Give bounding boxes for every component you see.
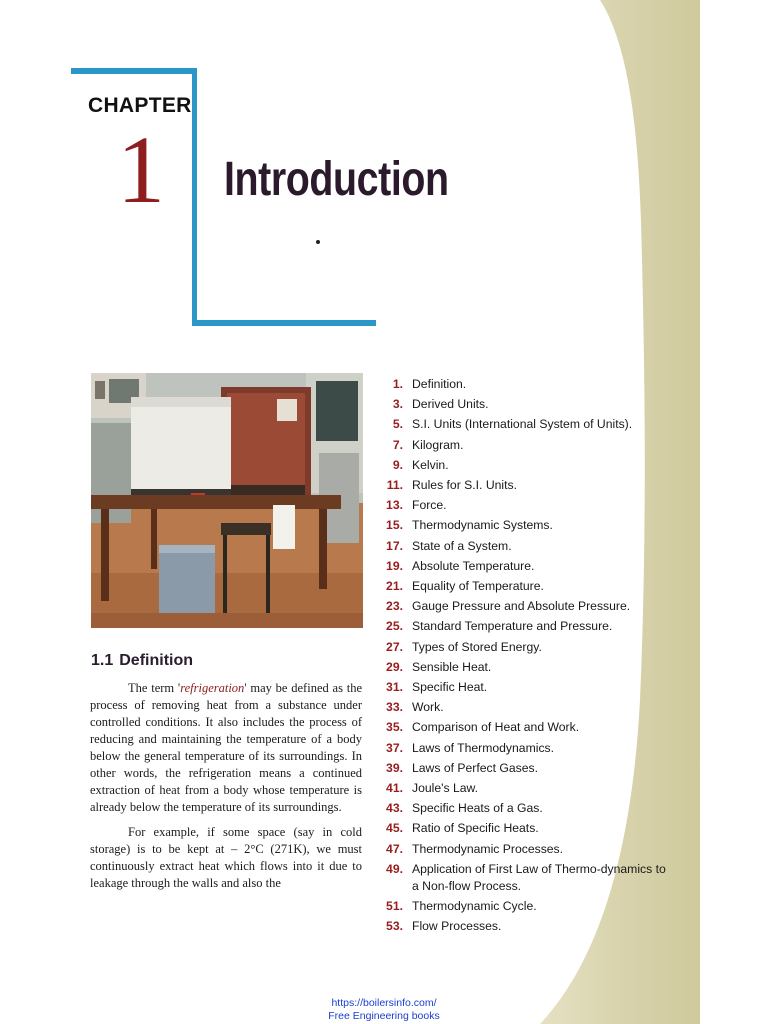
contents-item	[381, 455, 671, 475]
footer-tagline: Free Engineering books	[328, 1010, 440, 1022]
contents-item-number: 1.	[392, 377, 403, 391]
contents-item-number: 51.	[386, 898, 403, 913]
contents-item-number: 11.	[386, 478, 403, 493]
chapter-frame-top	[71, 68, 197, 74]
chapter-contents-list	[381, 374, 671, 936]
contents-item-number: 47.	[386, 841, 403, 856]
contents-item-number: 27.	[386, 639, 403, 654]
chapter-frame-bottom	[192, 320, 376, 326]
paragraph-1-rest: ' may be defined as the process of removing heat from a substance under controlled conditions. It also includes the process of reducing and maintaining the temperature of a body below the general temperature of its surroundings. In other words, the refrigeration means a continued extraction of heat from a body whose temperature is already below the temperature of its surroundings.	[90, 681, 362, 814]
contents-item-number: 17.	[386, 538, 403, 553]
contents-item-text: Work.	[412, 700, 444, 715]
section-heading	[91, 652, 193, 670]
contents-item	[381, 778, 671, 798]
contents-item-text: Absolute Temperature.	[412, 558, 535, 573]
contents-item-text: S.I. Units (International System of Units).	[412, 417, 633, 432]
contents-item-text: Gauge Pressure and Absolute Pressure.	[412, 599, 631, 614]
paragraph-1-start: The term '	[128, 681, 181, 695]
contents-item-text: Kilogram.	[412, 437, 464, 452]
contents-item-number: 5.	[392, 417, 403, 432]
footer	[0, 997, 768, 1023]
contents-item-text: Types of Stored Energy.	[412, 639, 542, 654]
refrigeration-term: refrigeration	[180, 681, 245, 695]
contents-item	[381, 374, 671, 394]
contents-item-text: Equality of Temperature.	[412, 579, 544, 594]
contents-item	[381, 576, 671, 596]
contents-item-number: 53.	[386, 919, 403, 934]
contents-item-text: Derived Units.	[412, 397, 489, 412]
contents-item-text: Sensible Heat.	[412, 659, 492, 674]
contents-item-text: Thermodynamic Cycle.	[412, 898, 537, 913]
contents-item-text: Comparison of Heat and Work.	[412, 720, 580, 735]
contents-item-number: 45.	[386, 821, 403, 836]
contents-item-number: 49.	[386, 861, 403, 876]
contents-item	[381, 798, 671, 818]
contents-item-number: 33.	[386, 700, 403, 715]
chapter-label: CHAPTER	[88, 94, 192, 117]
contents-item-text: Standard Temperature and Pressure.	[412, 619, 613, 634]
footer-url-link[interactable]: https://boilersinfo.com/	[331, 997, 437, 1009]
chapter-number: 1	[117, 116, 165, 223]
contents-item	[381, 717, 671, 737]
contents-item	[381, 475, 671, 495]
lab-photo	[91, 373, 363, 628]
contents-item-number: 25.	[386, 619, 403, 634]
contents-item	[381, 818, 671, 838]
contents-item	[381, 859, 671, 896]
contents-item-number: 37.	[386, 740, 403, 755]
contents-item	[381, 536, 671, 556]
contents-item-number: 35.	[386, 720, 403, 735]
contents-item-text: Application of First Law of Thermo-dynamics to a Non-flow Process.	[412, 861, 666, 893]
section-number: 1.1	[91, 652, 114, 669]
contents-item-text: Ratio of Specific Heats.	[412, 821, 539, 836]
contents-item	[381, 677, 671, 697]
contents-item-text: Joule's Law.	[412, 781, 479, 796]
contents-item-number: 13.	[386, 498, 403, 513]
contents-item	[381, 556, 671, 576]
contents-item-text: Thermodynamic Systems.	[412, 518, 553, 533]
contents-item-text: Specific Heat.	[412, 680, 488, 695]
contents-item	[381, 596, 671, 616]
paragraph-2: For example, if some space (say in cold storage) is to be kept at – 2°C (271K), we must continuously extract heat which flows into it due to leakage through the walls and also the	[90, 825, 362, 890]
contents-item-text: Kelvin.	[412, 457, 449, 472]
contents-item	[381, 916, 671, 936]
contents-item-text: State of a System.	[412, 538, 512, 553]
contents-item	[381, 896, 671, 916]
contents-item-number: 29.	[386, 659, 403, 674]
contents-item-text: Specific Heats of a Gas.	[412, 801, 543, 816]
contents-item	[381, 616, 671, 636]
contents-item-text: Flow Processes.	[412, 919, 502, 934]
contents-item-number: 23.	[386, 599, 403, 614]
contents-item	[381, 839, 671, 859]
chapter-title: Introduction	[224, 153, 449, 206]
contents-item-number: 39.	[386, 760, 403, 775]
contents-item-text: Rules for S.I. Units.	[412, 478, 517, 493]
contents-item-number: 7.	[392, 437, 403, 452]
contents-item-number: 9.	[392, 457, 403, 472]
chapter-frame-vertical	[192, 68, 197, 326]
contents-item	[381, 758, 671, 778]
contents-item	[381, 435, 671, 455]
contents-item-number: 21.	[386, 579, 403, 594]
contents-item	[381, 394, 671, 414]
section-body	[90, 680, 362, 892]
contents-item	[381, 697, 671, 717]
contents-item-text: Force.	[412, 498, 447, 513]
contents-item-number: 15.	[386, 518, 403, 533]
contents-item	[381, 495, 671, 515]
contents-item-number: 3.	[392, 397, 403, 412]
contents-item-number: 19.	[386, 558, 403, 573]
contents-item	[381, 515, 671, 535]
contents-item	[381, 657, 671, 677]
contents-item-text: Laws of Thermodynamics.	[412, 740, 555, 755]
contents-item	[381, 414, 671, 434]
stray-dot	[316, 240, 320, 244]
contents-item-number: 41.	[386, 781, 403, 796]
contents-item-text: Thermodynamic Processes.	[412, 841, 564, 856]
contents-item-number: 31.	[386, 680, 403, 695]
section-title: Definition	[119, 652, 194, 669]
contents-item	[381, 637, 671, 657]
contents-item-text: Definition.	[412, 377, 467, 391]
contents-item	[381, 738, 671, 758]
paragraph-1	[90, 680, 362, 816]
contents-item-number: 43.	[386, 801, 403, 816]
contents-item-text: Laws of Perfect Gases.	[412, 760, 538, 775]
